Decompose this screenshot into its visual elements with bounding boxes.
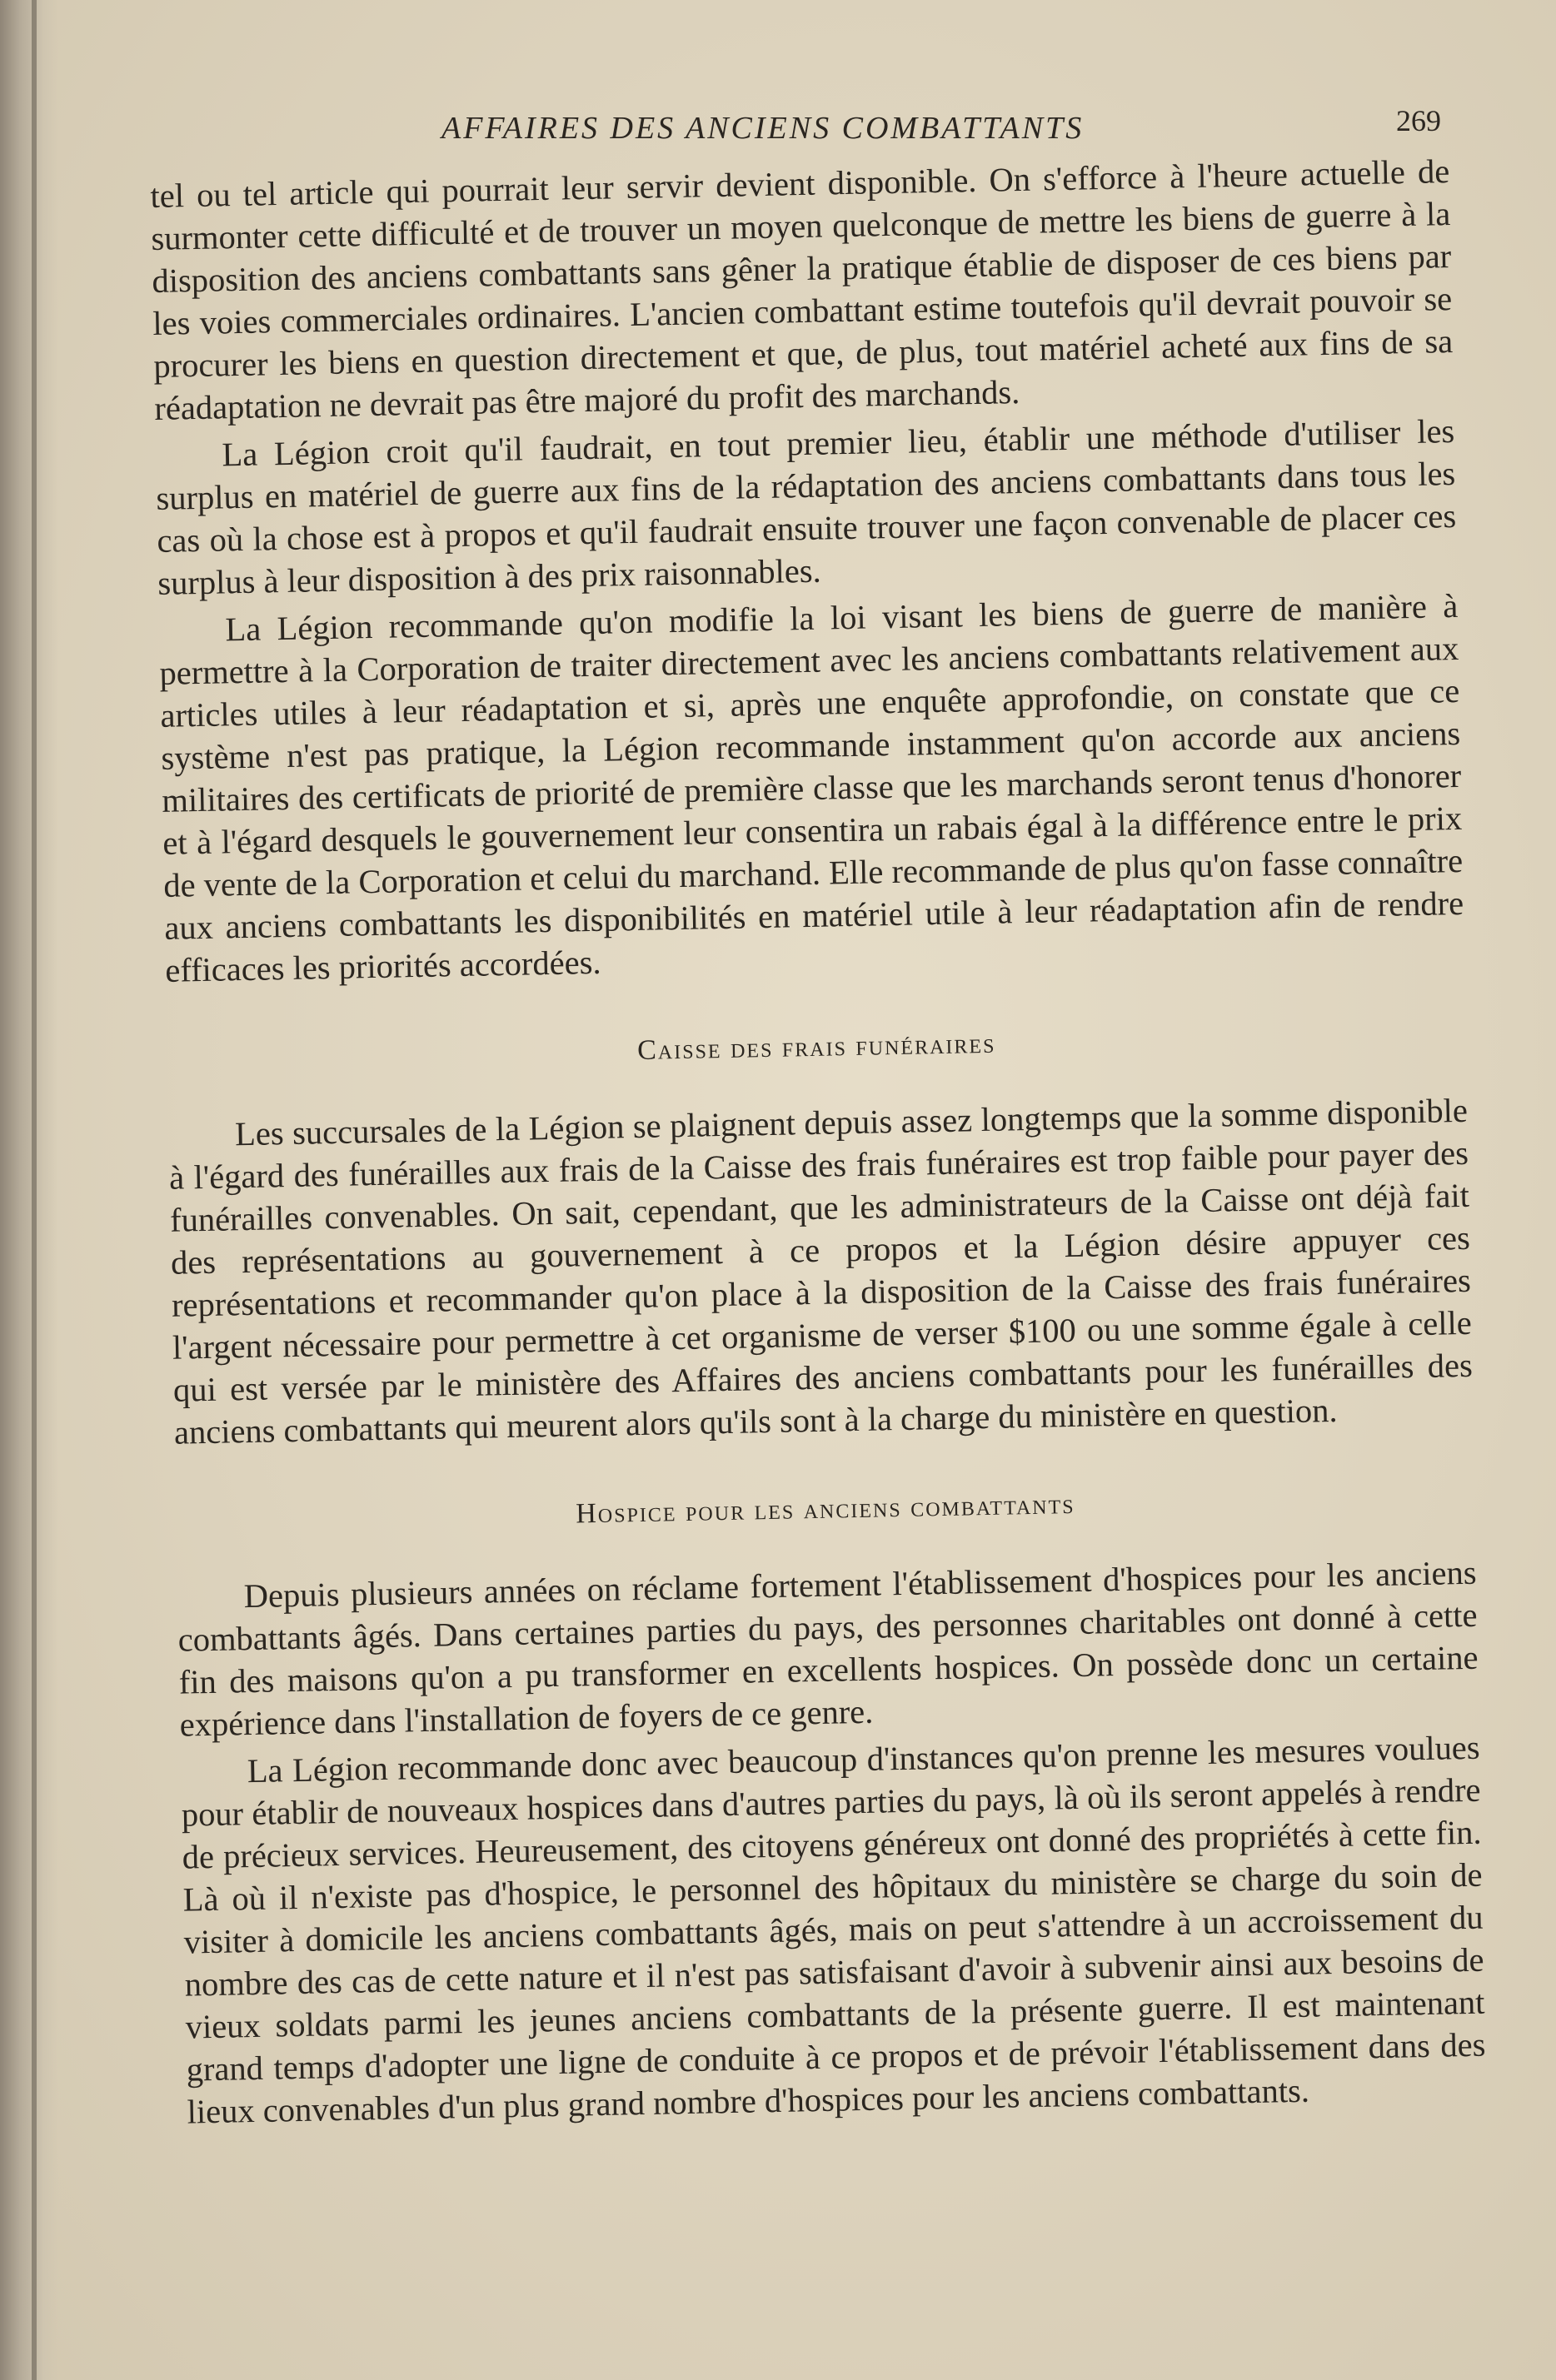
section-heading-funeral-fund: Caisse des frais funéraires [636, 1028, 996, 1066]
paragraph: La Légion recommande donc avec beaucoup d'instances qu'on prenne les mesures voulues pour établir de nouveaux hospices dans d'autres parties du pays, là où ils seront appelés à rendre de précieux services. Heureusement, des citoyens généreux ont donné des propriétés à cette fin. Là où il n'existe pas d'hospice, le personnel des hôpitaux du ministère se charge du soin de visiter à domicile les anciens combattants âgés, mais on peut s'attendre à un accroissement du nombre des cas de cette nature et il n'est pas satisfaisant d'avoir à subvenir ainsi aux besoins de vieux soldats parmi les jeunes anciens combattants de la présente guerre. Il est maintenant grand temps d'adopter une ligne de conduite à ce propos et de prévoir l'établissement dans des lieux convenables d'un plus grand nombre d'hospices pour les anciens combattants. [181, 1728, 1486, 2131]
paragraph: La Légion croit qu'il faudrait, en tout premier lieu, établir une méthode d'utiliser les surplus en matériel de guerre aux fins de la rédaptation des anciens combattants dans tous les cas où la chose est à propos et qu'il faudrait ensuite trouver une façon convenable de placer ces surplus à leur disposition à des prix raisonnables. [156, 411, 1457, 602]
page-number: 269 [1396, 104, 1441, 137]
running-head: AFFAIRES DES ANCIENS COMBATTANTS [441, 111, 1085, 146]
paragraph: La Légion recommande qu'on modifie la loi visant les biens de guerre de manière à permettre à la Corporation de traiter directement avec les anciens combattants relativement aux articles utiles à leur réadaptation et si, après une enquête approfondie, on constate que ce système n'est pas pratique, la Légion recommande instamment qu'on accorde aux anciens militaires des certificats de priorité de première classe que les marchands seront tenus d'honorer et à l'égard desquels le gouvernement leur consentira un rabais égal à la différence entre le prix de vente de la Corporation et celui du marchand. Elle recommande de plus qu'on fasse connaître aux anciens combattants les disponibilités en matériel utile à leur réadaptation afin de rendre efficaces les priorités accordées. [159, 586, 1464, 989]
section-heading-veterans-hospice: Hospice pour les anciens combattants [575, 1488, 1075, 1530]
paragraph: Les succursales de la Légion se plaignent depuis assez longtemps que la somme disponible à l'égard des funérailles aux frais de la Caisse des frais funéraires est trop faible pour payer des funérailles convenables. On sait, cependant, que les administrateurs de la Caisse ont déjà fait des représentations au gouvernement à ce propos et la Légion désire appuyer ces représentations et recommander qu'on place à la disposition de la Caisse des frais funéraires l'argent nécessaire pour permettre à cet organisme de verser $100 ou une somme égale à celle qui est versée par le ministère des Affaires des anciens combattants pour les funérailles des anciens combattants qui meurent alors qu'ils sont à la charge du ministère en question. [168, 1091, 1474, 1451]
page-body [150, 150, 1487, 2139]
binding-edge [32, 0, 37, 2380]
paragraph: Depuis plusieurs années on réclame fortement l'établissement d'hospices pour les anciens combattants âgés. Dans certaines parties du pays, des personnes charitables ont donné à cette fin des maisons qu'on a pu transformer en excellents hospices. On possède donc un certaine expérience dans l'installation de foyers de ce genre. [177, 1553, 1479, 1744]
book-spine-shadow [0, 0, 58, 2380]
page-header [150, 98, 1449, 148]
paragraph-continued: tel ou tel article qui pourrait leur servir devient disponible. On s'efforce à l'heure actuelle de surmonter cette difficulté et de trouver un moyen quelconque de mettre les biens de guerre à la disposition des anciens combattants sans gêner la pratique établie de disposer de ces biens par les voies commerciales ordinaires. L'ancien combattant estime toutefois qu'il devrait pouvoir se procurer les biens en question directement et que, de plus, tout matériel acheté aux fins de sa réadaptation ne devrait pas être majoré du profit des marchands. [150, 152, 1454, 427]
